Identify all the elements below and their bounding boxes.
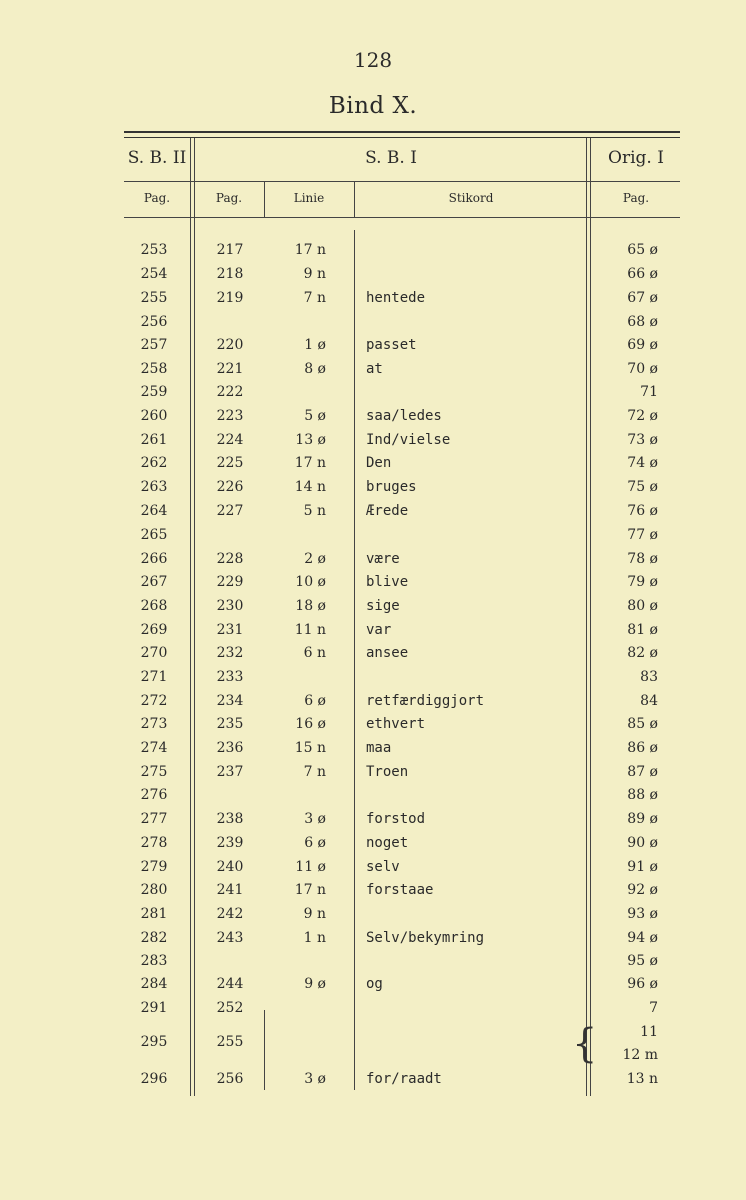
cell-gb2-pag: 260 — [140, 408, 168, 424]
cell-orig-pag: 71 — [640, 384, 658, 400]
cell-stikord: maa — [366, 740, 392, 756]
cell-linie: 9 n — [303, 266, 326, 282]
cell-orig-pag: 81 ø — [627, 622, 658, 638]
cell-orig-pag: 77 ø — [627, 527, 658, 543]
cell-orig-pag: 85 ø — [627, 716, 658, 732]
table-row — [0, 787, 746, 810]
cell-stikord: Den — [366, 455, 392, 471]
cell-gb2-pag: 291 — [140, 1000, 168, 1016]
cell-linie: 17 n — [294, 455, 326, 471]
table-row — [0, 479, 746, 502]
cell-gb2-pag: 280 — [140, 882, 168, 898]
cell-linie: 17 n — [294, 882, 326, 898]
table-row — [0, 716, 746, 739]
cell-gb1-pag: 224 — [216, 432, 244, 448]
cell-orig-pag: 65 ø — [627, 242, 658, 258]
cell-orig-pag: 13 n — [626, 1071, 658, 1087]
cell-linie: 13 ø — [295, 432, 326, 448]
cell-gb2-pag: 276 — [140, 787, 168, 803]
cell-gb1-pag: 218 — [216, 266, 244, 282]
cell-gb2-pag: 281 — [140, 906, 168, 922]
table-row — [0, 811, 746, 834]
cell-linie: 11 ø — [295, 859, 326, 875]
header-gb2: S. B. II — [127, 148, 187, 168]
cell-orig-pag: 73 ø — [627, 432, 658, 448]
cell-stikord: ansee — [366, 645, 409, 661]
cell-stikord: forstaae — [366, 882, 434, 898]
cell-linie: 6 n — [303, 645, 326, 661]
table-row — [0, 764, 746, 787]
cell-stikord: for/raadt — [366, 1071, 442, 1087]
cell-gb1-pag: 226 — [216, 479, 244, 495]
table-row — [0, 882, 746, 905]
subheader-divider — [124, 217, 680, 218]
cell-orig-pag: 87 ø — [627, 764, 658, 780]
cell-gb1-pag: 256 — [216, 1071, 244, 1087]
table-row — [0, 859, 746, 882]
table-row — [0, 1071, 746, 1094]
cell-gb1-pag: 237 — [216, 764, 244, 780]
cell-gb1-pag: 225 — [216, 455, 244, 471]
cell-gb1-pag: 244 — [216, 976, 244, 992]
cell-linie: 1 ø — [304, 337, 326, 353]
subheader-pag-left: Pag. — [143, 191, 171, 205]
cell-gb1-pag: 235 — [216, 716, 244, 732]
subheader-pag-mid: Pag. — [215, 191, 243, 205]
cell-linie: 14 n — [294, 479, 326, 495]
cell-orig-pag: 93 ø — [627, 906, 658, 922]
table-row — [0, 1000, 746, 1023]
cell-gb2-pag: 256 — [140, 314, 168, 330]
header-orig: Orig. I — [608, 148, 664, 168]
cell-linie: 17 n — [294, 242, 326, 258]
cell-linie: 16 ø — [295, 716, 326, 732]
cell-gb2-pag: 284 — [140, 976, 168, 992]
cell-stikord: saa/ledes — [366, 408, 442, 424]
cell-orig-pag: 79 ø — [627, 574, 658, 590]
cell-orig-pag: 89 ø — [627, 811, 658, 827]
cell-stikord: være — [366, 551, 400, 567]
cell-stikord: Troen — [366, 764, 409, 780]
cell-linie: 3 ø — [304, 811, 326, 827]
cell-stikord: blive — [366, 574, 409, 590]
cell-gb2-pag: 275 — [140, 764, 168, 780]
cell-gb2-pag: 258 — [140, 361, 168, 377]
cell-gb2-pag: 265 — [140, 527, 168, 543]
table-row — [0, 527, 746, 550]
page-title: Bind X. — [328, 93, 418, 119]
brace-symbol: { — [572, 1021, 598, 1067]
cell-gb2-pag: 267 — [140, 574, 168, 590]
cell-gb2-pag: 295 — [140, 1034, 168, 1050]
table-top-rule-thin — [124, 137, 680, 138]
cell-stikord: sige — [366, 598, 400, 614]
cell-gb1-pag: 230 — [216, 598, 244, 614]
table-row — [0, 598, 746, 621]
cell-gb1-pag: 232 — [216, 645, 244, 661]
cell-gb1-pag: 228 — [216, 551, 244, 567]
table-row — [0, 693, 746, 716]
table-row — [0, 835, 746, 858]
cell-gb1-pag: 255 — [216, 1034, 244, 1050]
cell-gb2-pag: 264 — [140, 503, 168, 519]
cell-linie: 9 ø — [304, 976, 326, 992]
cell-gb2-pag: 263 — [140, 479, 168, 495]
cell-gb1-pag: 241 — [216, 882, 244, 898]
cell-orig-pag: 12 m — [622, 1047, 658, 1063]
col-divider-2-header — [264, 182, 265, 218]
cell-gb1-pag: 217 — [216, 242, 244, 258]
cell-gb1-pag: 243 — [216, 930, 244, 946]
cell-gb2-pag: 266 — [140, 551, 168, 567]
cell-stikord: hentede — [366, 290, 426, 306]
cell-gb2-pag: 283 — [140, 953, 168, 969]
cell-stikord: at — [366, 361, 383, 377]
cell-orig-pag: 74 ø — [627, 455, 658, 471]
subheader-linie: Linie — [293, 191, 325, 205]
cell-gb1-pag: 242 — [216, 906, 244, 922]
cell-gb2-pag: 259 — [140, 384, 168, 400]
cell-gb2-pag: 273 — [140, 716, 168, 732]
cell-orig-pag: 78 ø — [627, 551, 658, 567]
cell-gb1-pag: 236 — [216, 740, 244, 756]
cell-gb2-pag: 296 — [140, 1071, 168, 1087]
cell-gb1-pag: 234 — [216, 693, 244, 709]
table-row — [0, 455, 746, 478]
cell-linie: 3 ø — [304, 1071, 326, 1087]
cell-linie: 1 n — [303, 930, 326, 946]
cell-orig-pag: 92 ø — [627, 882, 658, 898]
cell-linie: 5 n — [303, 503, 326, 519]
cell-stikord: selv — [366, 859, 400, 875]
cell-linie: 6 ø — [304, 835, 326, 851]
cell-linie: 2 ø — [304, 551, 326, 567]
cell-orig-pag: 94 ø — [627, 930, 658, 946]
cell-stikord: og — [366, 976, 383, 992]
cell-orig-pag: 83 — [640, 669, 658, 685]
subheader-pag-right: Pag. — [622, 191, 650, 205]
cell-orig-pag: 96 ø — [627, 976, 658, 992]
cell-orig-pag: 69 ø — [627, 337, 658, 353]
table-row — [0, 242, 746, 265]
subheader-stikord: Stikord — [448, 191, 494, 205]
cell-orig-pag: 7 — [649, 1000, 658, 1016]
cell-gb1-pag: 221 — [216, 361, 244, 377]
table-row — [0, 408, 746, 431]
cell-gb2-pag: 268 — [140, 598, 168, 614]
cell-gb2-pag: 278 — [140, 835, 168, 851]
table-row — [0, 361, 746, 384]
cell-orig-pag: 90 ø — [627, 835, 658, 851]
header-gb1: S. B. I — [365, 148, 417, 168]
cell-orig-pag: 86 ø — [627, 740, 658, 756]
table-row — [0, 622, 746, 645]
cell-gb2-pag: 270 — [140, 645, 168, 661]
cell-orig-pag: 68 ø — [627, 314, 658, 330]
cell-gb2-pag: 253 — [140, 242, 168, 258]
cell-gb2-pag: 261 — [140, 432, 168, 448]
cell-orig-pag: 95 ø — [627, 953, 658, 969]
table-row — [0, 1047, 746, 1070]
cell-stikord: ethvert — [366, 716, 426, 732]
cell-stikord: forstod — [366, 811, 426, 827]
col-divider-3-header — [354, 182, 355, 218]
cell-orig-pag: 72 ø — [627, 408, 658, 424]
table-row — [0, 669, 746, 692]
table-row — [0, 432, 746, 455]
cell-linie: 7 n — [303, 764, 326, 780]
table-row — [0, 503, 746, 526]
table-row — [0, 740, 746, 763]
cell-stikord: bruges — [366, 479, 417, 495]
cell-stikord: noget — [366, 835, 409, 851]
cell-linie: 18 ø — [295, 598, 326, 614]
header-divider — [124, 181, 680, 182]
cell-linie: 8 ø — [304, 361, 326, 377]
cell-gb2-pag: 272 — [140, 693, 168, 709]
cell-stikord: passet — [366, 337, 417, 353]
cell-linie: 6 ø — [304, 693, 326, 709]
table-row — [0, 930, 746, 953]
cell-linie: 10 ø — [295, 574, 326, 590]
table-row — [0, 266, 746, 289]
cell-gb2-pag: 279 — [140, 859, 168, 875]
cell-gb1-pag: 219 — [216, 290, 244, 306]
table-row — [0, 906, 746, 929]
cell-gb2-pag: 269 — [140, 622, 168, 638]
cell-gb1-pag: 239 — [216, 835, 244, 851]
cell-linie: 5 ø — [304, 408, 326, 424]
table-row — [0, 290, 746, 313]
table-top-rule — [124, 131, 680, 133]
page-number: 128 — [353, 48, 393, 72]
cell-gb1-pag: 222 — [216, 384, 244, 400]
cell-stikord: var — [366, 622, 392, 638]
cell-linie: 9 n — [303, 906, 326, 922]
cell-gb2-pag: 274 — [140, 740, 168, 756]
cell-gb1-pag: 233 — [216, 669, 244, 685]
cell-orig-pag: 70 ø — [627, 361, 658, 377]
cell-gb1-pag: 252 — [216, 1000, 244, 1016]
cell-gb1-pag: 240 — [216, 859, 244, 875]
cell-gb2-pag: 277 — [140, 811, 168, 827]
cell-orig-pag: 67 ø — [627, 290, 658, 306]
cell-orig-pag: 75 ø — [627, 479, 658, 495]
cell-gb1-pag: 231 — [216, 622, 244, 638]
table-row — [0, 953, 746, 976]
cell-stikord: Selv/bekymring — [366, 930, 485, 946]
cell-gb2-pag: 255 — [140, 290, 168, 306]
cell-gb1-pag: 229 — [216, 574, 244, 590]
table-row — [0, 314, 746, 337]
cell-linie: 7 n — [303, 290, 326, 306]
table-row — [0, 384, 746, 407]
cell-orig-pag: 84 — [640, 693, 658, 709]
cell-orig-pag: 76 ø — [627, 503, 658, 519]
cell-linie: 15 n — [294, 740, 326, 756]
cell-gb2-pag: 254 — [140, 266, 168, 282]
cell-gb2-pag: 257 — [140, 337, 168, 353]
cell-stikord: Ind/vielse — [366, 432, 451, 448]
cell-gb2-pag: 271 — [140, 669, 168, 685]
cell-gb2-pag: 282 — [140, 930, 168, 946]
cell-orig-pag: 91 ø — [627, 859, 658, 875]
cell-orig-pag: 66 ø — [627, 266, 658, 282]
cell-gb1-pag: 223 — [216, 408, 244, 424]
table-row — [0, 337, 746, 360]
table-row — [0, 551, 746, 574]
table-row — [0, 574, 746, 597]
cell-gb1-pag: 220 — [216, 337, 244, 353]
cell-gb2-pag: 262 — [140, 455, 168, 471]
cell-gb1-pag: 238 — [216, 811, 244, 827]
table-row — [0, 645, 746, 668]
cell-orig-pag: 80 ø — [627, 598, 658, 614]
cell-stikord: Ærede — [366, 503, 409, 519]
cell-orig-pag: 11 — [640, 1024, 658, 1040]
cell-linie: 11 n — [294, 622, 326, 638]
cell-orig-pag: 82 ø — [627, 645, 658, 661]
table-row — [0, 976, 746, 999]
cell-stikord: retfærdiggjort — [366, 693, 485, 709]
cell-gb1-pag: 227 — [216, 503, 244, 519]
cell-orig-pag: 88 ø — [627, 787, 658, 803]
